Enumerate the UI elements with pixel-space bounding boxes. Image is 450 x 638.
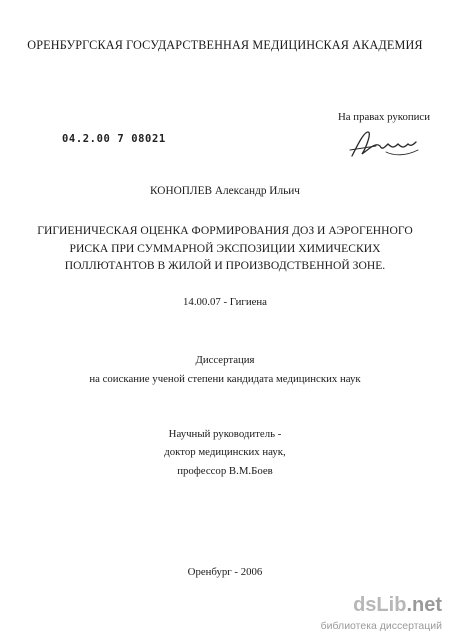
manuscript-rights-note: На правах рукописи <box>338 111 430 123</box>
title-line: ГИГИЕНИЧЕСКАЯ ОЦЕНКА ФОРМИРОВАНИЯ ДОЗ И АЭРОГЕННОГО <box>37 224 413 237</box>
supervisor-name: профессор В.М.Боев <box>177 465 273 477</box>
site-watermark <box>298 592 450 638</box>
watermark-logo-part1: dsLib <box>353 594 407 616</box>
specialty-code: 14.00.07 - Гигиена <box>183 296 267 308</box>
author-name: КОНОПЛЕВ Александр Ильич <box>150 185 300 197</box>
dissertation-type: Диссертация <box>195 354 255 366</box>
document-number-stamp: 04.2.00 7 08021 <box>62 133 166 145</box>
title-line: ПОЛЛЮТАНТОВ В ЖИЛОЙ И ПРОИЗВОДСТВЕННОЙ ЗОНЕ. <box>64 259 386 272</box>
watermark-logo <box>353 594 442 617</box>
title-line: РИСКА ПРИ СУММАРНОЙ ЭКСПОЗИЦИИ ХИМИЧЕСКИХ <box>69 241 381 255</box>
supervisor-role: Научный руководитель - <box>168 428 282 440</box>
watermark-logo-part2: .net <box>406 594 442 616</box>
supervisor-degree: доктор медицинских наук, <box>164 446 286 458</box>
watermark-subtitle: библиотека диссертаций <box>320 620 442 632</box>
city-year: Оренбург - 2006 <box>187 566 263 578</box>
handwritten-signature <box>346 126 420 164</box>
academy-name: ОРЕНБУРГСКАЯ ГОСУДАРСТВЕННАЯ МЕДИЦИНСКАЯ АКАДЕМИЯ <box>27 38 423 52</box>
dissertation-title <box>0 222 450 275</box>
degree-sought: на соискание ученой степени кандидата медицинских наук <box>89 373 361 385</box>
